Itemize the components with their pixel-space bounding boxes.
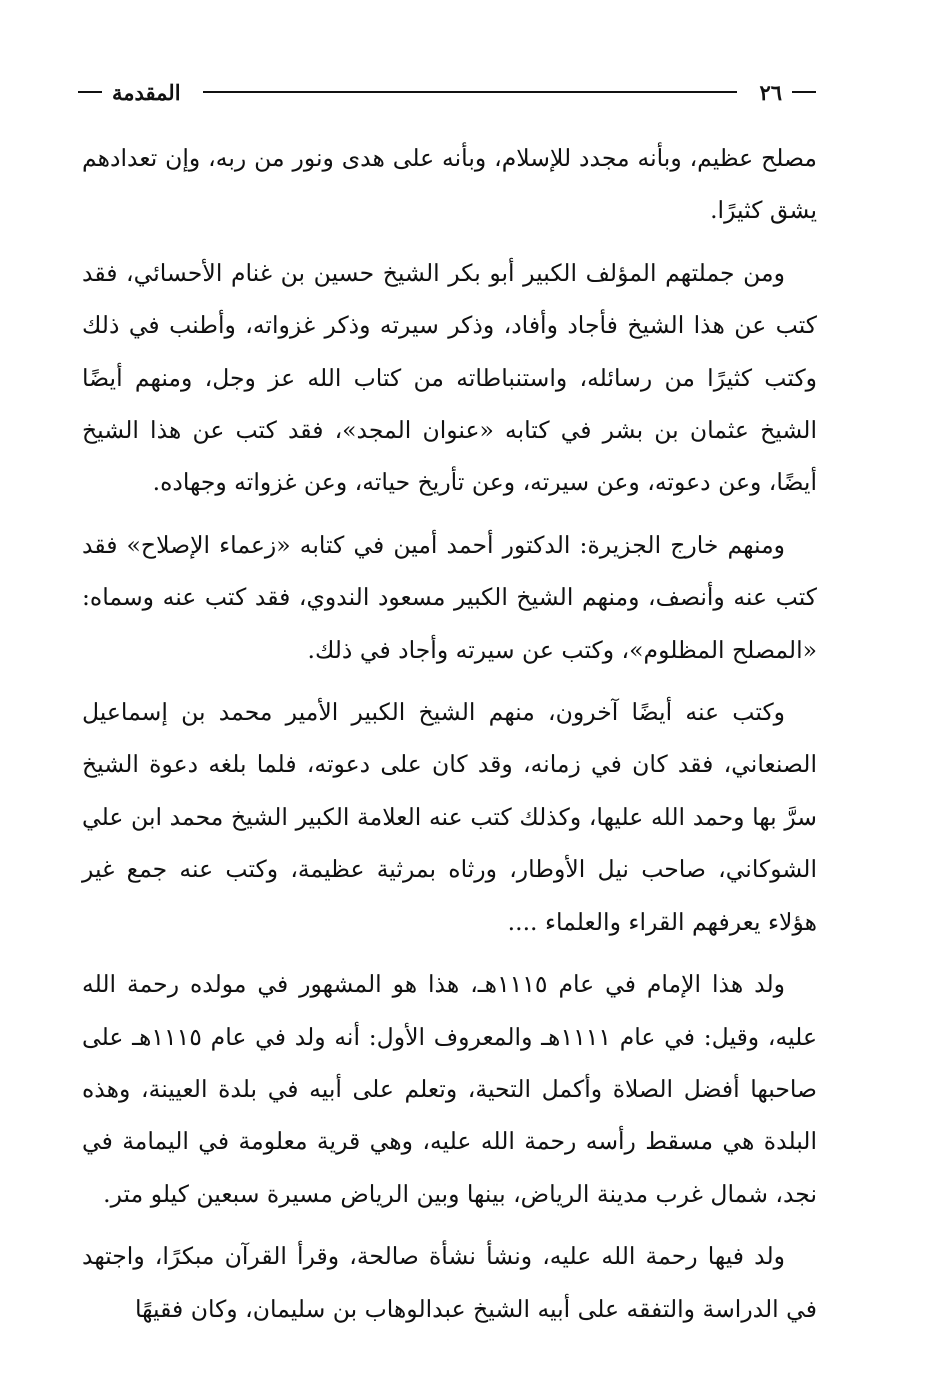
page-number: ٢٦ bbox=[759, 79, 782, 105]
paragraph: ولد فيها رحمة الله عليه، ونشأ نشأة صالحة، وقرأ القرآن مبكرًا، واجتهد في الدراسة والتفقه على أبيه الشيخ عبدالوهاب بن سليمان، وكان فقيهًا bbox=[82, 1242, 817, 1323]
page-body bbox=[82, 132, 817, 1345]
paragraph: مصلح عظيم، وبأنه مجدد للإسلام، وبأنه على هدى ونور من ربه، وإن تعدادهم يشق كثيرًا. bbox=[82, 144, 817, 225]
paragraph: ولد هذا الإمام في عام ١١١٥هـ، هذا هو المشهور في مولده رحمة الله عليه، وقيل: في عام ١١١١هـ والمعروف الأول: أنه ولد في عام ١١١٥هـ على صاحبها أفضل الصلاة وأكمل التحية، وتعلم على أبيه في بلدة العيينة، وهذه البلدة هي مسقط رأسه رحمة الله عليه، وهي قرية معلومة في اليمامة في نجد، شمال غرب مدينة الرياض، بينها وبين الرياض مسيرة سبعين كيلو متر. bbox=[82, 970, 817, 1208]
paragraph: وكتب عنه أيضًا آخرون، منهم الشيخ الكبير الأمير محمد بن إسماعيل الصنعاني، فقد كان في زمانه، وقد كان على دعوته، فلما بلغه دعوة الشيخ سرَّ بها وحمد الله عليها، وكذلك كتب عنه العلامة الكبير الشيخ محمد ابن علي الشوكاني، صاحب نيل الأوطار، ورثاه بمرثية عظيمة، وكتب عنه جمع غير هؤلاء يعرفهم القراء والعلماء .... bbox=[82, 698, 817, 936]
running-header bbox=[78, 74, 816, 110]
section-title: المقدمة bbox=[112, 79, 181, 105]
header-rule-middle bbox=[203, 91, 738, 93]
header-rule-right bbox=[792, 91, 816, 93]
paragraph: ومن جملتهم المؤلف الكبير أبو بكر الشيخ حسين بن غنام الأحسائي، فقد كتب عن هذا الشيخ فأجاد وأفاد، وذكر سيرته وذكر غزواته، وأطنب في ذلك وكتب كثيرًا من رسائله، واستنباطاته من كتاب الله عز وجل، ومنهم أيضًا الشيخ عثمان بن بشر في كتابه «عنوان المجد»، فقد كتب عن هذا الشيخ أيضًا، وعن دعوته، وعن سيرته، وعن تأريخ حياته، وعن غزواته وجهاده. bbox=[82, 258, 817, 497]
header-rule-left bbox=[78, 91, 102, 93]
paragraph: ومنهم خارج الجزيرة: الدكتور أحمد أمين في كتابه «زعماء الإصلاح» فقد كتب عنه وأنصف، ومنهم الشيخ الكبير مسعود الندوي، فقد كتب عنه وسماه: «المصلح المظلوم»، وكتب عن سيرته وأجاد في ذلك. bbox=[82, 530, 817, 664]
